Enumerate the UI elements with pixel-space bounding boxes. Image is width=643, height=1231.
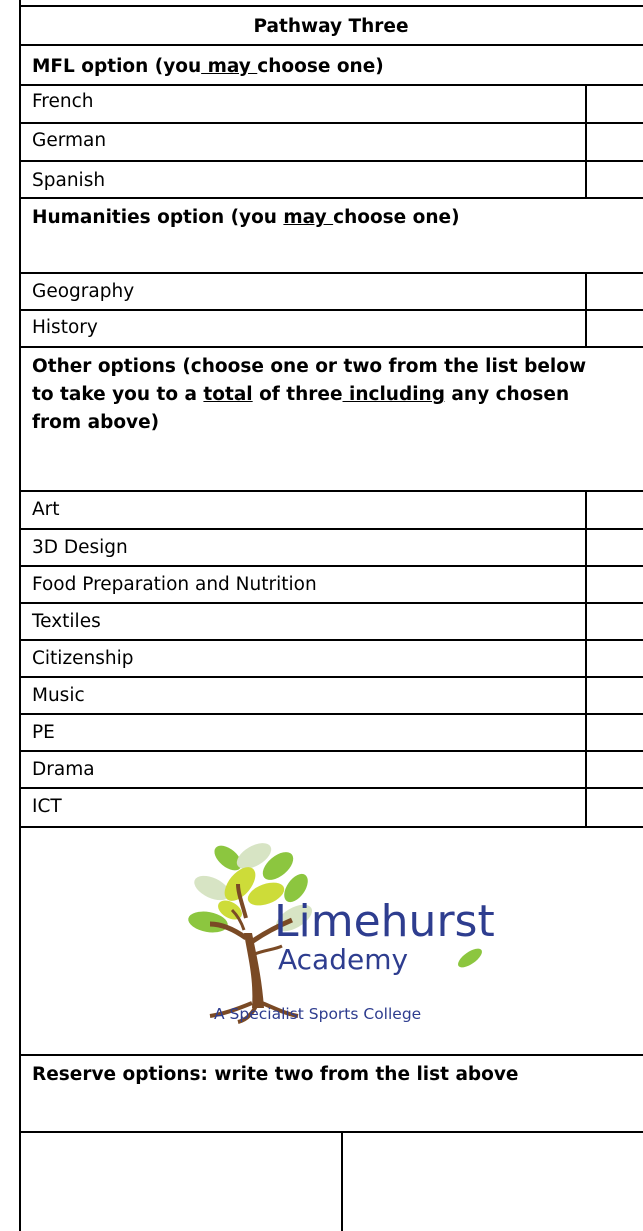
column-divider: [585, 492, 587, 826]
other-heading-line2: [32, 384, 569, 406]
subject-ict: ICT: [32, 796, 62, 817]
mfl-heading-emphasis: may: [201, 56, 258, 77]
pathway-three-form: [19, 0, 643, 1231]
divider: [19, 565, 643, 567]
divider: [19, 309, 643, 311]
subject-music: Music: [32, 685, 85, 706]
including-emphasis: including: [342, 384, 445, 405]
food-preparation-choice-box[interactable]: [587, 567, 643, 602]
divider: [19, 84, 643, 86]
divider: [19, 713, 643, 715]
geography-choice-box[interactable]: [587, 274, 643, 309]
reserve-heading: Reserve options: write two from the list above: [32, 1064, 519, 1085]
humanities-heading-text: Humanities option (you: [32, 207, 284, 228]
divider: [19, 197, 643, 199]
other-heading-line1: Other options (choose one or two from the list below: [32, 356, 587, 377]
page-title: Pathway Three: [253, 16, 409, 37]
divider: [19, 602, 643, 604]
history-choice-box[interactable]: [587, 311, 643, 346]
divider: [19, 44, 643, 46]
divider: [19, 490, 643, 492]
subject-citizenship: Citizenship: [32, 648, 134, 669]
subject-german: German: [32, 130, 107, 151]
divider: [19, 160, 643, 162]
column-divider: [585, 86, 587, 197]
column-divider: [585, 274, 587, 346]
subject-drama: Drama: [32, 759, 95, 780]
limehurst-academy-logo: [182, 838, 495, 1028]
reserve-option-1-field[interactable]: [21, 1133, 341, 1231]
ict-choice-box[interactable]: [587, 789, 643, 826]
art-choice-box[interactable]: [587, 492, 643, 528]
drama-choice-box[interactable]: [587, 752, 643, 787]
divider: [19, 639, 643, 641]
subject-history: History: [32, 317, 98, 338]
divider: [19, 826, 643, 828]
divider: [19, 1054, 643, 1056]
divider: [19, 750, 643, 752]
divider: [19, 272, 643, 274]
subject-food-preparation: Food Preparation and Nutrition: [32, 574, 317, 595]
humanities-heading: [32, 207, 460, 229]
textiles-choice-box[interactable]: [587, 604, 643, 639]
music-choice-box[interactable]: [587, 678, 643, 713]
reserve-option-2-field[interactable]: [343, 1133, 643, 1231]
divider: [19, 346, 643, 348]
form-top-border: [19, 5, 643, 7]
logo-name-line1: Limehurst: [274, 896, 495, 947]
other-heading-text: to take you to a: [32, 384, 204, 405]
german-choice-box[interactable]: [587, 124, 643, 160]
other-heading-line3: from above): [32, 412, 160, 433]
divider: [19, 676, 643, 678]
pe-choice-box[interactable]: [587, 715, 643, 750]
subject-pe: PE: [32, 722, 55, 743]
spanish-choice-box[interactable]: [587, 162, 643, 197]
humanities-heading-emphasis: may: [283, 207, 334, 228]
logo-name-line2: Academy: [278, 943, 409, 976]
other-heading-text-end: any chosen: [444, 384, 570, 405]
subject-geography: Geography: [32, 281, 135, 302]
subject-textiles: Textiles: [32, 611, 101, 632]
3d-design-choice-box[interactable]: [587, 530, 643, 565]
divider: [19, 528, 643, 530]
french-choice-box[interactable]: [587, 86, 643, 122]
divider: [19, 787, 643, 789]
subject-spanish: Spanish: [32, 170, 106, 191]
humanities-heading-text-end: choose one): [333, 207, 460, 228]
mfl-heading-text-end: choose one): [257, 56, 384, 77]
citizenship-choice-box[interactable]: [587, 641, 643, 676]
form-left-border: [19, 0, 21, 1231]
mfl-heading: [32, 56, 384, 78]
logo-tagline: A Specialist Sports College: [214, 1005, 422, 1023]
subject-art: Art: [32, 499, 60, 520]
divider: [19, 122, 643, 124]
subject-3d-design: 3D Design: [32, 537, 128, 558]
other-heading-text-mid: of three: [252, 384, 343, 405]
mfl-heading-text: MFL option (you: [32, 56, 202, 77]
total-emphasis: total: [203, 384, 253, 405]
subject-french: French: [32, 91, 94, 112]
